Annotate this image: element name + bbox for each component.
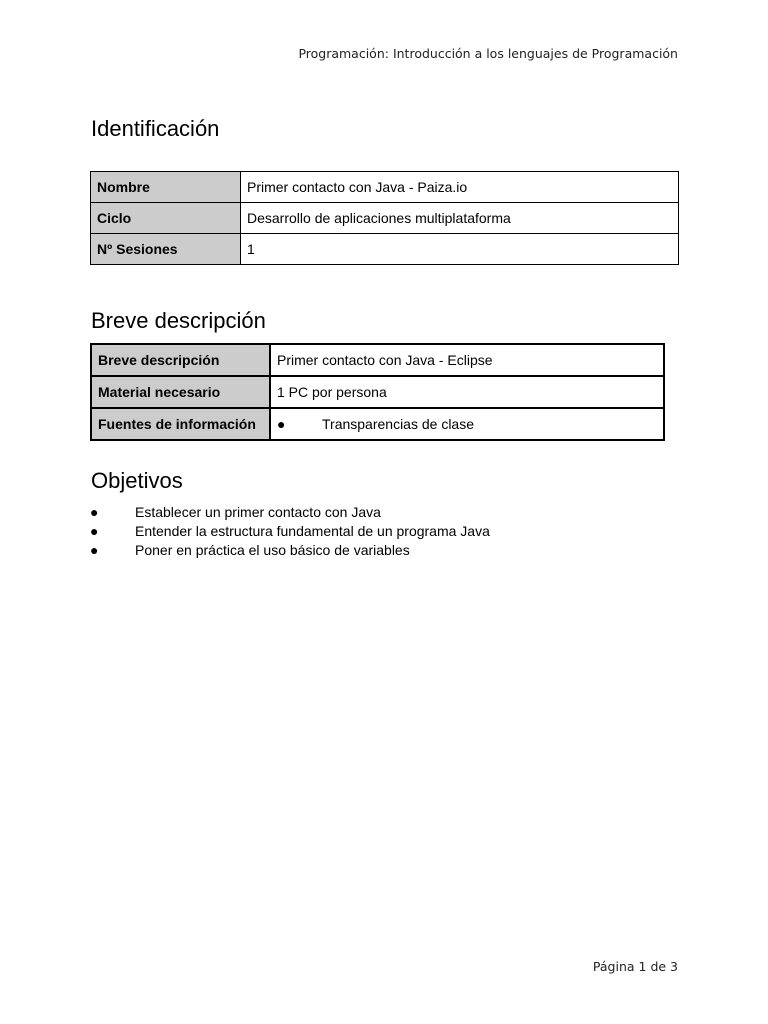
bullet-icon: ● bbox=[277, 416, 286, 432]
identificacion-table bbox=[90, 171, 679, 265]
table-value-cell: Desarrollo de aplicaciones multiplataforma bbox=[241, 203, 679, 234]
table-key-cell: Breve descripción bbox=[91, 344, 270, 376]
bullet-icon: ● bbox=[90, 504, 99, 520]
table-value-cell: 1 PC por persona bbox=[270, 376, 664, 408]
bullet-icon: ● bbox=[90, 523, 99, 539]
table-value-cell: 1 bbox=[241, 234, 679, 265]
table-row bbox=[91, 376, 664, 408]
table-row bbox=[91, 234, 679, 265]
page-header: Programación: Introducción a los lenguajes de Programación bbox=[298, 46, 678, 61]
table-key-cell: Ciclo bbox=[91, 203, 241, 234]
section-heading-breve-descripcion: Breve descripción bbox=[91, 308, 266, 333]
table-key-cell: Nombre bbox=[91, 172, 241, 203]
objetivos-list bbox=[90, 503, 490, 560]
page-number: Página 1 de 3 bbox=[592, 959, 678, 974]
table-row bbox=[91, 344, 664, 376]
table-row bbox=[91, 408, 664, 440]
list-item bbox=[90, 522, 490, 541]
table-row bbox=[91, 172, 679, 203]
bullet-icon: ● bbox=[90, 542, 99, 558]
table-key-cell: Fuentes de información bbox=[91, 408, 270, 440]
list-item-text: Poner en práctica el uso básico de variables bbox=[135, 542, 410, 558]
bullet-text: Transparencias de clase bbox=[322, 416, 475, 432]
table-value-cell bbox=[270, 408, 664, 440]
list-item bbox=[90, 541, 490, 560]
table-value-cell: Primer contacto con Java - Eclipse bbox=[270, 344, 664, 376]
table-row bbox=[91, 203, 679, 234]
list-item-text: Establecer un primer contacto con Java bbox=[135, 504, 381, 520]
section-heading-objetivos: Objetivos bbox=[91, 468, 183, 493]
table-value-cell: Primer contacto con Java - Paiza.io bbox=[241, 172, 679, 203]
breve-descripcion-table bbox=[90, 343, 665, 441]
list-item-text: Entender la estructura fundamental de un programa Java bbox=[135, 523, 490, 539]
table-key-cell: Nº Sesiones bbox=[91, 234, 241, 265]
section-heading-identificacion: Identificación bbox=[91, 116, 220, 141]
table-key-cell: Material necesario bbox=[91, 376, 270, 408]
list-item bbox=[90, 503, 490, 522]
